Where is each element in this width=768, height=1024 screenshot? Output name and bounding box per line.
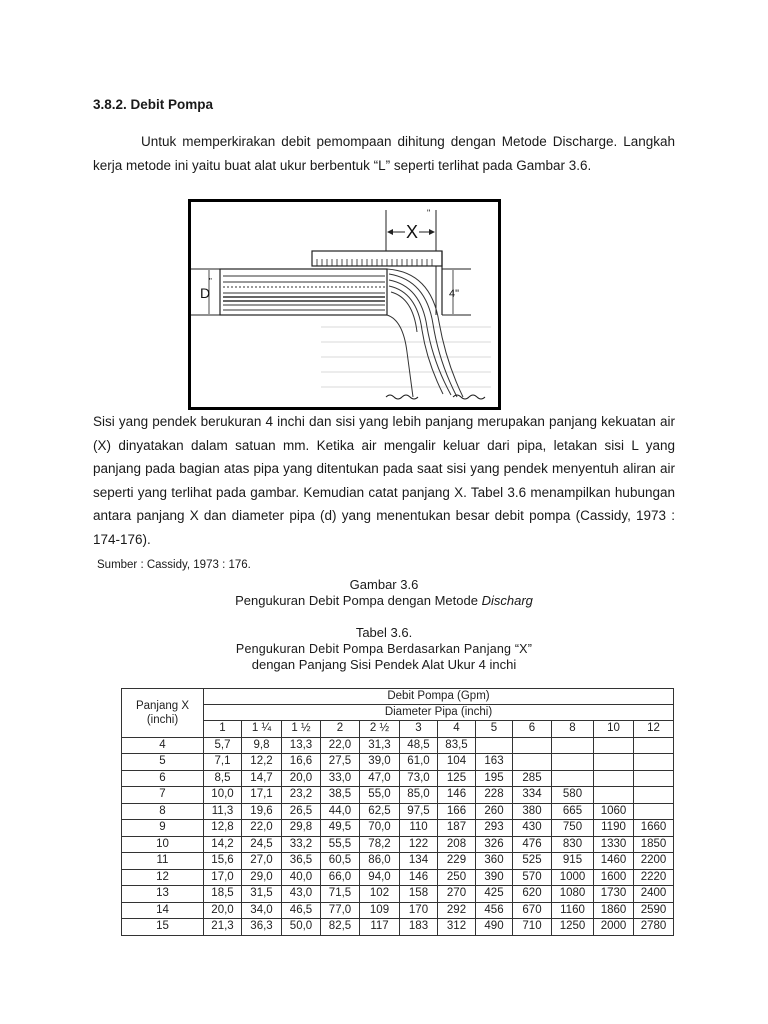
row-x-cell: 14 bbox=[122, 902, 204, 919]
value-cell bbox=[476, 737, 513, 754]
value-cell: 12,8 bbox=[204, 820, 242, 837]
figure-caption-number: Gambar 3.6 bbox=[349, 577, 419, 592]
value-cell: 228 bbox=[476, 787, 513, 804]
value-cell: 146 bbox=[438, 787, 476, 804]
table-caption bbox=[0, 625, 768, 673]
value-cell: 915 bbox=[552, 853, 594, 870]
value-cell: 39,0 bbox=[360, 754, 400, 771]
row-x-cell: 13 bbox=[122, 886, 204, 903]
table-caption-number: Tabel 3.6. bbox=[355, 625, 413, 640]
value-cell bbox=[552, 737, 594, 754]
table-row bbox=[122, 886, 674, 903]
value-cell: 21,3 bbox=[204, 919, 242, 936]
value-cell: 360 bbox=[476, 853, 513, 870]
value-cell: 22,0 bbox=[321, 737, 360, 754]
value-cell: 15,6 bbox=[204, 853, 242, 870]
value-cell: 38,5 bbox=[321, 787, 360, 804]
value-cell: 122 bbox=[400, 836, 438, 853]
value-cell: 44,0 bbox=[321, 803, 360, 820]
value-cell: 166 bbox=[438, 803, 476, 820]
column-header-cell: 6 bbox=[513, 721, 552, 738]
value-cell bbox=[594, 754, 634, 771]
value-cell: 14,2 bbox=[204, 836, 242, 853]
value-cell: 183 bbox=[400, 919, 438, 936]
value-cell bbox=[513, 737, 552, 754]
table-row bbox=[122, 803, 674, 820]
value-cell: 430 bbox=[513, 820, 552, 837]
value-cell: 86,0 bbox=[360, 853, 400, 870]
value-cell: 292 bbox=[438, 902, 476, 919]
value-cell: 670 bbox=[513, 902, 552, 919]
value-cell: 33,2 bbox=[282, 836, 321, 853]
value-cell bbox=[594, 787, 634, 804]
value-cell: 8,5 bbox=[204, 770, 242, 787]
value-cell: 163 bbox=[476, 754, 513, 771]
value-cell: 2200 bbox=[634, 853, 674, 870]
row-x-cell: 11 bbox=[122, 853, 204, 870]
value-cell: 2400 bbox=[634, 886, 674, 903]
row-x-cell: 10 bbox=[122, 836, 204, 853]
value-cell: 71,5 bbox=[321, 886, 360, 903]
table-row bbox=[122, 820, 674, 837]
column-header-cell: 5 bbox=[476, 721, 513, 738]
method-paragraph: Sisi yang pendek berukuran 4 inchi dan sisi yang lebih panjang merupakan panjang kekuatan air (X) dinyatakan dalam satuan mm. Ketika air mengalir keluar dari pipa, letakan sisi L yang panjang pada bagian atas pipa yang ditentukan pada saat sisi yang pendek menyentuh aliran air seperti yang terlihat pada gambar. Kemudian catat panjang X. Tabel 3.6 menampilkan hubungan antara panjang X dan diameter pipa (d) yang menentukan besar debit pompa (Cassidy, 1973 : 174-176). bbox=[93, 414, 675, 547]
table-row bbox=[122, 836, 674, 853]
value-cell: 29,0 bbox=[242, 869, 282, 886]
row-x-cell: 12 bbox=[122, 869, 204, 886]
value-cell: 1860 bbox=[594, 902, 634, 919]
value-cell: 48,5 bbox=[400, 737, 438, 754]
value-cell bbox=[634, 770, 674, 787]
value-cell: 55,0 bbox=[360, 787, 400, 804]
d-label: D bbox=[200, 285, 211, 301]
value-cell: 22,0 bbox=[242, 820, 282, 837]
value-cell bbox=[513, 754, 552, 771]
value-cell: 36,3 bbox=[242, 919, 282, 936]
value-cell: 476 bbox=[513, 836, 552, 853]
value-cell: 102 bbox=[360, 886, 400, 903]
figure-caption-title: Pengukuran Debit Pompa dengan Metode Discharg bbox=[235, 593, 533, 608]
column-header-cell: 1 bbox=[204, 721, 242, 738]
value-cell: 1730 bbox=[594, 886, 634, 903]
value-cell: 2000 bbox=[594, 919, 634, 936]
value-cell: 285 bbox=[513, 770, 552, 787]
value-cell: 83,5 bbox=[438, 737, 476, 754]
value-cell: 70,0 bbox=[360, 820, 400, 837]
value-cell: 525 bbox=[513, 853, 552, 870]
section-heading: 3.8.2. Debit Pompa bbox=[93, 97, 214, 112]
value-cell: 40,0 bbox=[282, 869, 321, 886]
value-cell: 78,2 bbox=[360, 836, 400, 853]
row-x-cell: 6 bbox=[122, 770, 204, 787]
value-cell: 26,5 bbox=[282, 803, 321, 820]
row-x-cell: 4 bbox=[122, 737, 204, 754]
value-cell: 19,6 bbox=[242, 803, 282, 820]
value-cell: 1160 bbox=[552, 902, 594, 919]
value-cell: 85,0 bbox=[400, 787, 438, 804]
value-cell: 1250 bbox=[552, 919, 594, 936]
value-cell: 1190 bbox=[594, 820, 634, 837]
value-cell: 10,0 bbox=[204, 787, 242, 804]
value-cell: 73,0 bbox=[400, 770, 438, 787]
column-header-row bbox=[122, 721, 674, 738]
value-cell: 750 bbox=[552, 820, 594, 837]
value-cell: 425 bbox=[476, 886, 513, 903]
value-cell: 1850 bbox=[634, 836, 674, 853]
four-inch-label: 4" bbox=[449, 288, 460, 300]
value-cell: 580 bbox=[552, 787, 594, 804]
table-row bbox=[122, 754, 674, 771]
table-row bbox=[122, 787, 674, 804]
value-cell bbox=[634, 787, 674, 804]
value-cell: 17,0 bbox=[204, 869, 242, 886]
value-cell: 77,0 bbox=[321, 902, 360, 919]
column-header-cell: 12 bbox=[634, 721, 674, 738]
value-cell: 31,3 bbox=[360, 737, 400, 754]
value-cell: 29,8 bbox=[282, 820, 321, 837]
value-cell: 170 bbox=[400, 902, 438, 919]
value-cell: 187 bbox=[438, 820, 476, 837]
value-cell: 195 bbox=[476, 770, 513, 787]
value-cell: 47,0 bbox=[360, 770, 400, 787]
value-cell: 312 bbox=[438, 919, 476, 936]
value-cell: 97,5 bbox=[400, 803, 438, 820]
value-cell: 49,5 bbox=[321, 820, 360, 837]
table-row bbox=[122, 737, 674, 754]
value-cell: 293 bbox=[476, 820, 513, 837]
value-cell: 50,0 bbox=[282, 919, 321, 936]
column-header-cell: 3 bbox=[400, 721, 438, 738]
value-cell: 82,5 bbox=[321, 919, 360, 936]
value-cell: 9,8 bbox=[242, 737, 282, 754]
value-cell: 1000 bbox=[552, 869, 594, 886]
value-cell: 27,0 bbox=[242, 853, 282, 870]
value-cell: 334 bbox=[513, 787, 552, 804]
value-cell bbox=[634, 803, 674, 820]
discharge-method-figure bbox=[188, 199, 501, 410]
value-cell: 229 bbox=[438, 853, 476, 870]
column-header-cell: 10 bbox=[594, 721, 634, 738]
sub-header-cell: Diameter Pipa (inchi) bbox=[204, 705, 674, 721]
row-x-cell: 15 bbox=[122, 919, 204, 936]
value-cell: 456 bbox=[476, 902, 513, 919]
value-cell: 570 bbox=[513, 869, 552, 886]
value-cell: 1460 bbox=[594, 853, 634, 870]
column-header-cell: 1 ½ bbox=[282, 721, 321, 738]
pipe-discharge-illustration bbox=[191, 202, 498, 407]
value-cell: 710 bbox=[513, 919, 552, 936]
value-cell bbox=[634, 737, 674, 754]
value-cell: 250 bbox=[438, 869, 476, 886]
value-cell: 24,5 bbox=[242, 836, 282, 853]
table-row bbox=[122, 902, 674, 919]
value-cell: 1600 bbox=[594, 869, 634, 886]
value-cell: 1660 bbox=[634, 820, 674, 837]
value-cell: 110 bbox=[400, 820, 438, 837]
table-caption-line2: dengan Panjang Sisi Pendek Alat Ukur 4 inchi bbox=[251, 657, 517, 672]
column-header-cell: 4 bbox=[438, 721, 476, 738]
value-cell: 13,3 bbox=[282, 737, 321, 754]
figure-caption bbox=[0, 577, 768, 609]
value-cell: 2590 bbox=[634, 902, 674, 919]
value-cell: 620 bbox=[513, 886, 552, 903]
value-cell: 2220 bbox=[634, 869, 674, 886]
column-header-cell: 8 bbox=[552, 721, 594, 738]
row-x-cell: 7 bbox=[122, 787, 204, 804]
row-x-cell: 9 bbox=[122, 820, 204, 837]
value-cell: 158 bbox=[400, 886, 438, 903]
table-row bbox=[122, 770, 674, 787]
value-cell: 43,0 bbox=[282, 886, 321, 903]
value-cell: 18,5 bbox=[204, 886, 242, 903]
intro-paragraph: Untuk memperkirakan debit pemompaan dihitung dengan Metode Discharge. Langkah kerja metode ini yaitu buat alat ukur berbentuk “L” seperti terlihat pada Gambar 3.6. bbox=[93, 134, 675, 173]
value-cell: 104 bbox=[438, 754, 476, 771]
value-cell: 62,5 bbox=[360, 803, 400, 820]
value-cell: 34,0 bbox=[242, 902, 282, 919]
row-x-cell: 5 bbox=[122, 754, 204, 771]
row-x-cell: 8 bbox=[122, 803, 204, 820]
value-cell: 326 bbox=[476, 836, 513, 853]
table-caption-line1: Pengukuran Debit Pompa Berdasarkan Panjang “X” bbox=[235, 642, 533, 656]
value-cell: 125 bbox=[438, 770, 476, 787]
value-cell: 390 bbox=[476, 869, 513, 886]
value-cell: 665 bbox=[552, 803, 594, 820]
column-header-cell: 2 ½ bbox=[360, 721, 400, 738]
value-cell: 490 bbox=[476, 919, 513, 936]
value-cell: 20,0 bbox=[204, 902, 242, 919]
value-cell: 33,0 bbox=[321, 770, 360, 787]
row-header-cell: Panjang X (inchi) bbox=[122, 689, 204, 738]
value-cell: 46,5 bbox=[282, 902, 321, 919]
discharge-table bbox=[121, 688, 674, 936]
group-header-cell: Debit Pompa (Gpm) bbox=[204, 689, 674, 705]
value-cell: 260 bbox=[476, 803, 513, 820]
table-row bbox=[122, 919, 674, 936]
value-cell: 66,0 bbox=[321, 869, 360, 886]
value-cell: 55,5 bbox=[321, 836, 360, 853]
value-cell: 11,3 bbox=[204, 803, 242, 820]
value-cell: 208 bbox=[438, 836, 476, 853]
value-cell: 23,2 bbox=[282, 787, 321, 804]
value-cell: 94,0 bbox=[360, 869, 400, 886]
value-cell: 380 bbox=[513, 803, 552, 820]
value-cell: 5,7 bbox=[204, 737, 242, 754]
value-cell: 12,2 bbox=[242, 754, 282, 771]
value-cell: 117 bbox=[360, 919, 400, 936]
value-cell bbox=[634, 754, 674, 771]
value-cell: 146 bbox=[400, 869, 438, 886]
value-cell: 20,0 bbox=[282, 770, 321, 787]
value-cell bbox=[594, 770, 634, 787]
x-label: X bbox=[405, 222, 419, 242]
svg-text:": " bbox=[209, 277, 212, 286]
value-cell: 109 bbox=[360, 902, 400, 919]
column-header-cell: 2 bbox=[321, 721, 360, 738]
value-cell: 270 bbox=[438, 886, 476, 903]
table-row bbox=[122, 853, 674, 870]
table-row bbox=[122, 869, 674, 886]
value-cell: 1330 bbox=[594, 836, 634, 853]
value-cell: 14,7 bbox=[242, 770, 282, 787]
value-cell: 61,0 bbox=[400, 754, 438, 771]
value-cell: 60,5 bbox=[321, 853, 360, 870]
value-cell: 16,6 bbox=[282, 754, 321, 771]
value-cell bbox=[552, 754, 594, 771]
value-cell: 134 bbox=[400, 853, 438, 870]
value-cell: 27,5 bbox=[321, 754, 360, 771]
figure-source: Sumber : Cassidy, 1973 : 176. bbox=[97, 559, 251, 571]
column-header-cell: 1 ¼ bbox=[242, 721, 282, 738]
value-cell: 7,1 bbox=[204, 754, 242, 771]
value-cell: 36,5 bbox=[282, 853, 321, 870]
value-cell: 17,1 bbox=[242, 787, 282, 804]
value-cell: 31,5 bbox=[242, 886, 282, 903]
value-cell: 1080 bbox=[552, 886, 594, 903]
value-cell bbox=[552, 770, 594, 787]
value-cell: 2780 bbox=[634, 919, 674, 936]
svg-text:": " bbox=[427, 208, 431, 218]
value-cell: 1060 bbox=[594, 803, 634, 820]
value-cell bbox=[594, 737, 634, 754]
value-cell: 830 bbox=[552, 836, 594, 853]
